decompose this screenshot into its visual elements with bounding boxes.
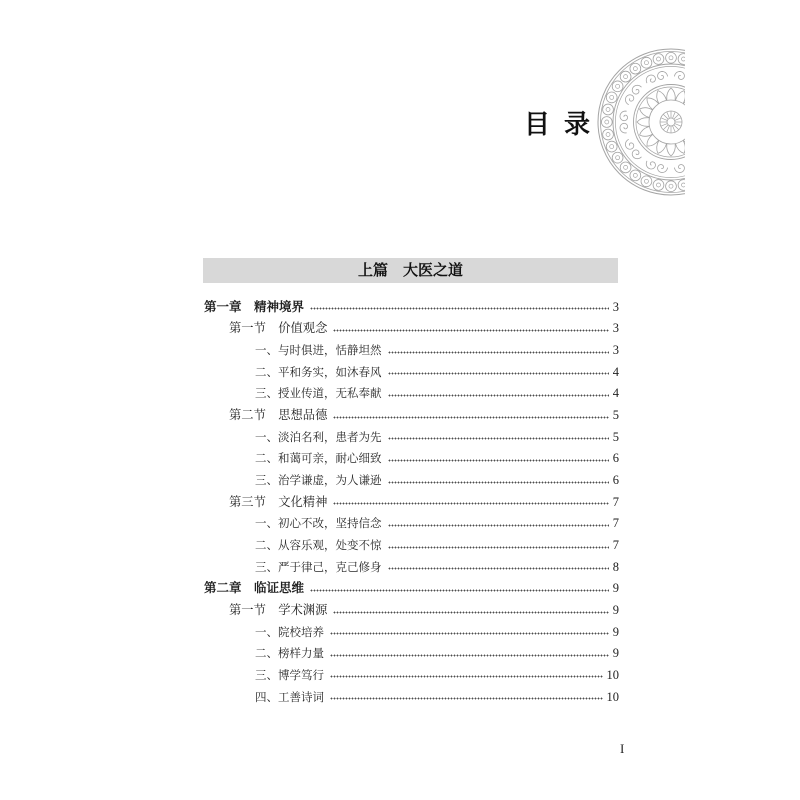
toc-item-row: [204, 448, 619, 470]
ornament-ray: [663, 125, 668, 130]
ornament-scallop-core: [633, 67, 637, 71]
toc-page-number: 3: [612, 299, 619, 314]
dot-leader: [330, 675, 603, 678]
toc-page-number: 4: [612, 386, 619, 401]
toc-page-number: 8: [612, 559, 619, 574]
ornament-scallop: [630, 63, 641, 74]
toc-section-row: [204, 318, 619, 340]
toc-page-number: 4: [612, 364, 619, 379]
ornament-scallop-core: [605, 120, 609, 124]
ornament-cloud-scroll: [674, 165, 684, 173]
dot-leader: [330, 632, 609, 635]
dot-leader: [333, 611, 608, 614]
ornament-scallop: [653, 180, 664, 191]
part-header-bar: [203, 258, 618, 283]
ornament-scallop-core: [682, 57, 685, 61]
ornament-petal: [667, 88, 676, 100]
ornament-ring: [598, 49, 685, 195]
ornament-cloud-scroll: [646, 75, 655, 83]
toc-item-row: [204, 469, 619, 491]
ornament-scallop-core: [644, 179, 648, 183]
toc-entry-title: 三、博学笃行: [255, 667, 324, 682]
dot-leader: [388, 437, 609, 440]
ornament-cloud-scroll: [620, 123, 628, 133]
ornament-ring: [615, 66, 685, 177]
ornament-scallop-core: [606, 107, 610, 111]
ornament-scallop: [641, 176, 652, 187]
toc-entry-title: 二、榜样力量: [255, 646, 324, 661]
toc-page-number: 6: [612, 473, 619, 488]
toc-section-row: [204, 599, 619, 621]
toc-entry-title: 一、院校培养: [255, 624, 324, 639]
ornament-scallop-core: [624, 75, 628, 79]
toc-chapter-row: [204, 578, 619, 600]
ornament-cloud-scroll: [674, 71, 684, 79]
ornament-scallop: [612, 81, 623, 92]
toc-entry-title: 第三节 文化精神: [229, 494, 328, 509]
ornament-scallop-core: [644, 61, 648, 65]
ornament-ray: [661, 124, 667, 127]
toc-section-row: [204, 404, 619, 426]
ornament-scallop-core: [656, 183, 660, 187]
ornament-scallop-core: [669, 184, 673, 188]
toc-page-number: 9: [612, 646, 619, 661]
ornament-petal: [667, 144, 676, 156]
toc-entry-title: 三、授业传道，无私奉献: [255, 386, 382, 401]
ornament-scallop-core: [616, 84, 620, 88]
ornament-cloud-scroll: [646, 161, 655, 169]
cloud-medallion-icon: [596, 47, 685, 197]
dot-leader: [388, 546, 609, 549]
ornament-scallop: [612, 152, 623, 163]
dot-leader: [310, 307, 609, 310]
toc-chapter-row: [204, 296, 619, 318]
toc-page-number: 9: [612, 603, 619, 618]
ornament-cloud-scroll: [625, 95, 633, 105]
dot-leader: [330, 697, 603, 700]
ornament-scallop: [620, 71, 631, 82]
toc-item-row: [204, 643, 619, 665]
ornament-ray: [667, 112, 670, 118]
toc-entry-title: 第一节 价值观念: [229, 321, 328, 336]
ornament-scallop: [606, 92, 617, 103]
page-number: I: [620, 741, 625, 756]
toc-page-number: 7: [612, 516, 619, 531]
ornament-scallop: [620, 162, 631, 173]
dot-leader: [388, 459, 609, 462]
toc-page-number: 5: [612, 408, 619, 423]
page-title: 目录: [524, 110, 605, 140]
ornament-cloud-scroll: [632, 85, 641, 94]
ornament-ring: [667, 118, 675, 126]
dot-leader: [333, 329, 608, 332]
ornament-scallop: [666, 181, 677, 192]
toc-page-number: 10: [606, 667, 619, 682]
toc-entry-title: 第二章 临证思维: [204, 580, 305, 596]
toc-page-number: 7: [612, 538, 619, 553]
toc-section-row: [204, 491, 619, 513]
ornament-scallop-core: [633, 173, 637, 177]
dot-leader: [333, 416, 608, 419]
ornament-ray: [667, 126, 670, 132]
ornament-cloud-scroll: [625, 139, 633, 149]
toc-entry-title: 第二节 思想品德: [229, 408, 328, 423]
ornament-scallop: [653, 54, 664, 65]
toc-page-number: 9: [612, 581, 619, 596]
ornament-scallop-core: [610, 95, 614, 99]
ornament-scallop: [630, 170, 641, 181]
toc-list: [204, 296, 619, 707]
ornament-ray: [674, 125, 679, 130]
dot-leader: [388, 524, 609, 527]
ornament-scallop-core: [669, 56, 673, 60]
toc-entry-title: 一、初心不改，坚持信念: [255, 516, 382, 531]
ornament-ray: [661, 118, 667, 121]
ornament-scallop: [641, 57, 652, 68]
toc-page-number: 10: [606, 689, 619, 704]
toc-page-number: 7: [612, 494, 619, 509]
toc-entry-title: 第一章 精神境界: [204, 298, 305, 314]
toc-entry-title: 三、严于律己，克己修身: [255, 559, 382, 574]
ornament-ray: [674, 114, 679, 119]
toc-item-row: [204, 664, 619, 686]
part-header-title: 上篇 大医之道: [357, 261, 463, 279]
toc-entry-title: 四、工善诗词: [255, 689, 324, 704]
dot-leader: [388, 372, 609, 375]
dot-leader: [388, 394, 609, 397]
ornament-cloud-scroll: [658, 71, 668, 79]
toc-item-row: [204, 621, 619, 643]
toc-entry-title: 二、平和务实，如沐春风: [255, 364, 382, 379]
ornament-scallop-core: [616, 156, 620, 160]
ornament-scallop-core: [656, 57, 660, 61]
dot-leader: [388, 481, 609, 484]
toc-entry-title: 第一节 学术渊源: [229, 603, 328, 618]
toc-item-row: [204, 339, 619, 361]
ornament-ray: [663, 114, 668, 119]
toc-item-row: [204, 361, 619, 383]
toc-item-row: [204, 556, 619, 578]
ornament-cloud-scroll: [632, 150, 641, 159]
ornament-scallop-core: [606, 133, 610, 137]
ornament-ray: [675, 118, 681, 121]
ornament-ray: [673, 126, 676, 132]
ornament-scallop-core: [610, 145, 614, 149]
dot-leader: [333, 502, 608, 505]
dot-leader: [310, 589, 609, 592]
ornament-scallop-core: [682, 183, 685, 187]
ornament-ray: [675, 124, 681, 127]
toc-item-row: [204, 686, 619, 708]
ornament-ray: [673, 112, 676, 118]
ornament-petal: [637, 118, 649, 127]
dot-leader: [388, 351, 609, 354]
toc-page-number: 5: [612, 429, 619, 444]
toc-entry-title: 三、治学谦虚，为人谦逊: [255, 473, 382, 488]
toc-entry-title: 一、与时俱进，恬静坦然: [255, 343, 382, 358]
toc-entry-title: 二、从容乐观，处变不惊: [255, 538, 382, 553]
ornament-cloud-scroll: [658, 165, 668, 173]
toc-page-number: 6: [612, 451, 619, 466]
ornament-cloud-scroll: [620, 111, 628, 121]
toc-page-number: 3: [612, 343, 619, 358]
ornament-scallop-core: [624, 165, 628, 169]
ornament-scallop: [603, 104, 614, 115]
toc-page-number: 3: [612, 321, 619, 336]
toc-page-number: 9: [612, 624, 619, 639]
ornament-scallop: [606, 141, 617, 152]
toc-entry-title: 一、淡泊名利，患者为先: [255, 429, 382, 444]
toc-item-row: [204, 513, 619, 535]
toc-item-row: [204, 534, 619, 556]
dot-leader: [330, 654, 609, 657]
ornament-scallop: [666, 52, 677, 63]
toc-entry-title: 二、和蔼可亲，耐心细致: [255, 451, 382, 466]
toc-item-row: [204, 383, 619, 405]
dot-leader: [388, 567, 609, 570]
ornament-scallop: [603, 129, 614, 140]
toc-item-row: [204, 426, 619, 448]
